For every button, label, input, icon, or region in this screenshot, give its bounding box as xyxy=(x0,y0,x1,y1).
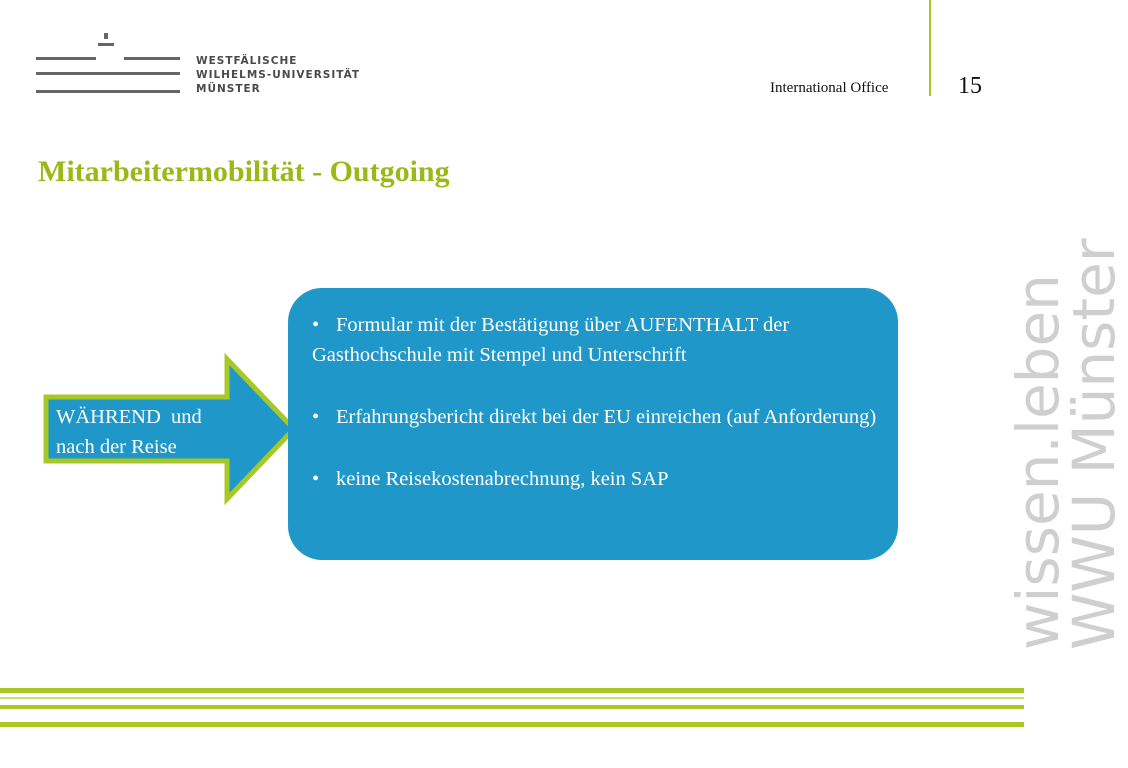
bullet-icon: • xyxy=(312,314,320,336)
watermark-line-2: WWU Münster xyxy=(1060,238,1128,650)
logo-mark-middle xyxy=(98,43,114,46)
header-divider-green xyxy=(929,0,931,96)
page-number: 15 xyxy=(958,73,982,99)
list-item xyxy=(312,402,878,432)
bullet-text: Formular mit der Bestätigung über AUFENTHALT der Gasthochschule mit Stempel und Unterschrift xyxy=(312,314,790,366)
logo-wordmark xyxy=(196,54,360,96)
logo-line-2: WILHELMS-UNIVERSITÄT xyxy=(196,69,361,81)
watermark-line-1: wissen.leben xyxy=(1004,274,1072,650)
logo-bar xyxy=(36,90,180,93)
bullet-list xyxy=(288,288,898,494)
footer-stripe xyxy=(0,697,1024,699)
arrow-label xyxy=(56,402,246,462)
footer-stripe xyxy=(0,705,1024,709)
slide-title: Mitarbeitermobilität - Outgoing xyxy=(38,155,450,188)
bullet-icon: • xyxy=(312,468,320,490)
logo-bar xyxy=(36,72,180,75)
department-label: International Office xyxy=(770,80,889,96)
logo-mark-top xyxy=(104,33,108,39)
watermark xyxy=(1004,238,1128,650)
bullet-text: Erfahrungsbericht direkt bei der EU einreichen (auf Anforderung) xyxy=(336,406,877,428)
logo-bar xyxy=(36,57,96,60)
logo-line-1: WESTFÄLISCHE xyxy=(196,55,298,67)
list-item xyxy=(312,464,878,494)
logo-line-3: MÜNSTER xyxy=(196,83,261,95)
footer-stripe xyxy=(0,722,1024,727)
list-item xyxy=(312,310,878,370)
bullet-text: keine Reisekostenabrechnung, kein SAP xyxy=(336,468,669,490)
bullet-icon: • xyxy=(312,406,320,428)
logo-bar xyxy=(124,57,180,60)
content-box xyxy=(288,288,898,560)
arrow-label-line-1: WÄHREND und xyxy=(56,406,202,428)
arrow-label-line-2: nach der Reise xyxy=(56,436,177,458)
footer-stripe xyxy=(0,688,1024,693)
